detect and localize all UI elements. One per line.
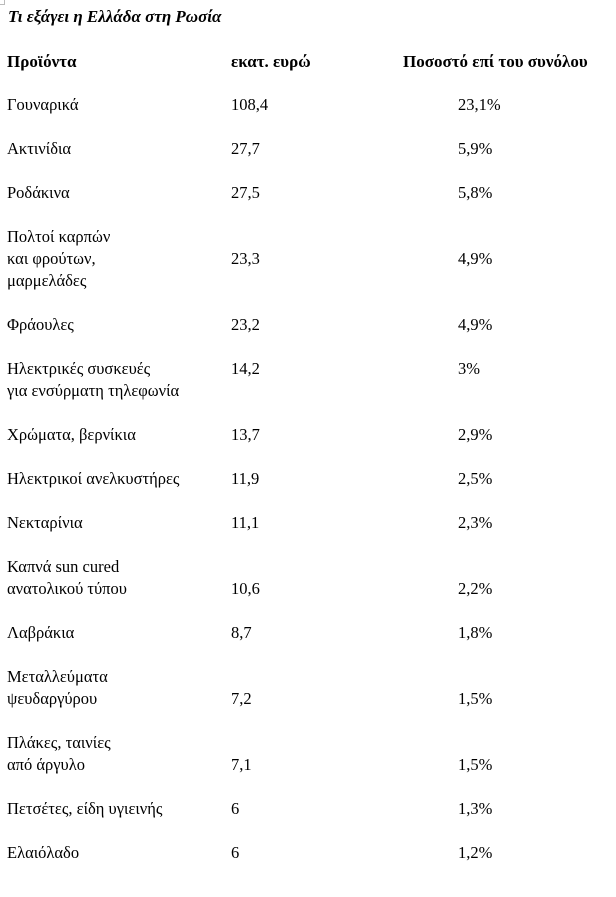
header-products: Προϊόντα [7,52,77,71]
product-cell [7,314,231,336]
product-name-line: Λαβράκια [7,623,75,642]
product-cell [7,666,231,710]
value-cell: 8,7 [231,623,252,642]
product-cell [7,94,231,116]
product-cell [7,138,231,160]
percent-cell: 1,2% [458,843,493,862]
product-name-line: Φράουλες [7,315,74,334]
percent-cell: 2,5% [458,469,493,488]
table-row [7,842,616,864]
table-row [7,138,616,160]
page-corner-mark [0,0,5,5]
product-name-line: ψευδαργύρου [7,689,98,708]
product-name-line: Πολτοί καρπών [7,227,111,246]
table-row [7,468,616,490]
percent-cell: 1,5% [458,689,493,708]
value-cell: 23,3 [231,249,260,268]
percent-cell: 2,9% [458,425,493,444]
product-cell [7,842,231,864]
table-row [7,182,616,204]
table-row [7,226,616,292]
product-cell [7,512,231,534]
table-row [7,314,616,336]
product-name-line: Πετσέτες, είδη υγιεινής [7,799,163,818]
product-name-line: Ηλεκτρικές συσκευές [7,359,151,378]
header-percent: Ποσοστό επί του συνόλου [403,52,588,71]
product-name-line: Ροδάκινα [7,183,70,202]
product-name-line: Πλάκες, ταινίες [7,733,111,752]
product-name-line: από άργυλο [7,755,85,774]
value-cell: 108,4 [231,95,269,114]
product-cell [7,798,231,820]
value-cell: 23,2 [231,315,260,334]
product-cell [7,358,231,402]
value-cell: 7,2 [231,689,252,708]
percent-cell: 5,8% [458,183,493,202]
percent-cell: 4,9% [458,315,493,334]
value-cell: 11,9 [231,469,260,488]
product-cell [7,182,231,204]
percent-cell: 1,3% [458,799,493,818]
table-row [7,666,616,710]
value-cell: 27,5 [231,183,260,202]
header-million-euro: εκατ. ευρώ [231,52,311,71]
product-name-line: Μεταλλεύματα [7,667,108,686]
percent-cell: 1,5% [458,755,493,774]
product-name-line: Χρώματα, βερνίκια [7,425,136,444]
product-name-line: Γουναρικά [7,95,79,114]
document-title: Τι εξάγει η Ελλάδα στη Ρωσία [8,7,222,26]
percent-cell: 1,8% [458,623,493,642]
table-row [7,798,616,820]
percent-cell: 2,3% [458,513,493,532]
product-name-line: ανατολικού τύπου [7,579,127,598]
percent-cell: 3% [458,359,480,378]
product-name-line: Ακτινίδια [7,139,72,158]
table-row [7,622,616,644]
value-cell: 14,2 [231,359,260,378]
value-cell: 11,1 [231,513,260,532]
product-name-line: Ελαιόλαδο [7,843,80,862]
value-cell: 7,1 [231,755,252,774]
percent-cell: 4,9% [458,249,493,268]
product-name-line: Νεκταρίνια [7,513,83,532]
product-cell [7,556,231,600]
product-name-line: μαρμελάδες [7,271,87,290]
product-cell [7,226,231,292]
product-name-line: και φρούτων, [7,249,96,268]
value-cell: 6 [231,799,240,818]
product-cell [7,732,231,776]
table-row [7,732,616,776]
value-cell: 27,7 [231,139,260,158]
table-row [7,424,616,446]
exports-table [7,94,616,886]
product-name-line: για ενσύρματη τηλεφωνία [7,381,180,400]
product-name-line: Ηλεκτρικοί ανελκυστήρες [7,469,180,488]
table-row [7,512,616,534]
percent-cell: 5,9% [458,139,493,158]
product-cell [7,424,231,446]
value-cell: 13,7 [231,425,260,444]
product-cell [7,468,231,490]
value-cell: 6 [231,843,240,862]
table-row [7,556,616,600]
table-row [7,94,616,116]
percent-cell: 2,2% [458,579,493,598]
percent-cell: 23,1% [458,95,501,114]
product-cell [7,622,231,644]
product-name-line: Καπνά sun cured [7,557,120,576]
value-cell: 10,6 [231,579,260,598]
table-row [7,358,616,402]
